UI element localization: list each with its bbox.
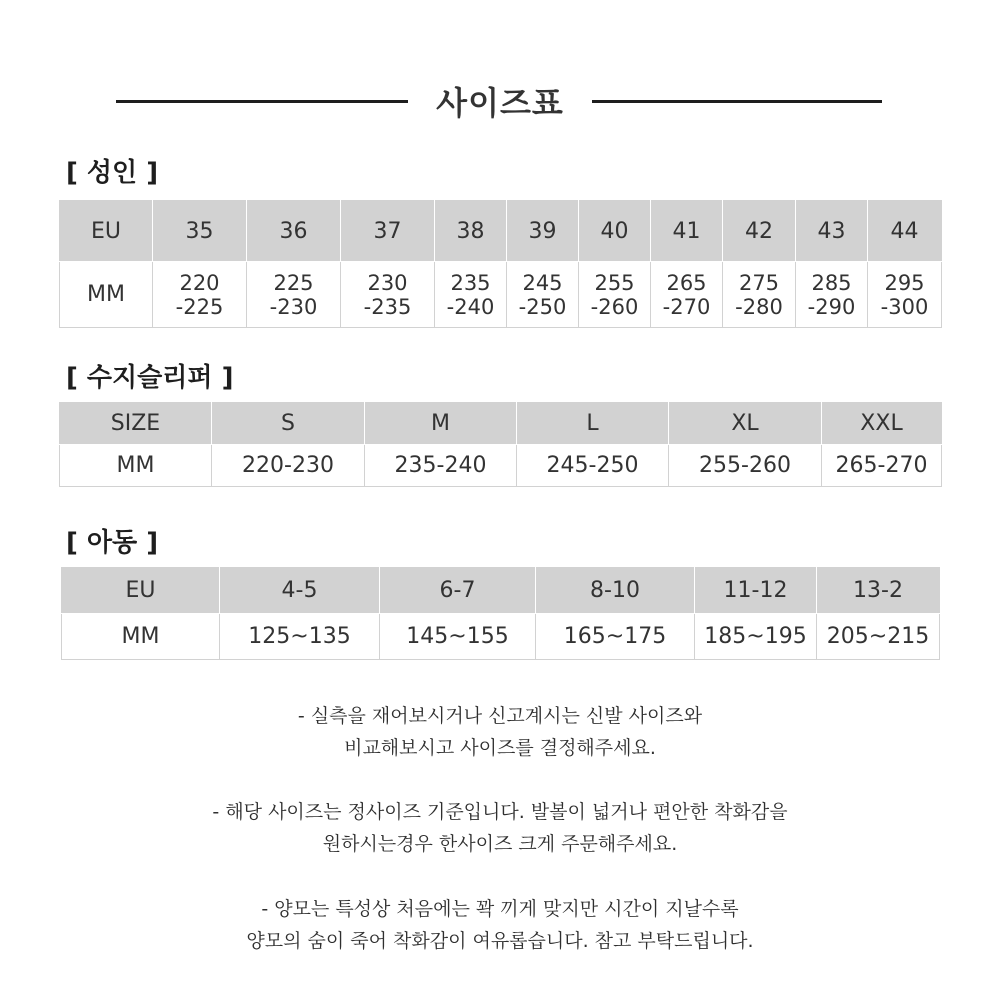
kids-section-heading: [ 아동 ] [66, 528, 159, 558]
note-line: 비교해보시고 사이즈를 결정해주세요. [344, 737, 656, 759]
page-title: 사이즈표 [436, 84, 564, 122]
note-true-to-size [0, 796, 1000, 860]
kids-size-cell: 6-7 [380, 568, 536, 614]
slipper-size-cell: S [212, 403, 365, 445]
slipper-size-cell: XXL [822, 403, 942, 445]
adult-mm-cell: 230 -235 [341, 262, 435, 328]
slipper-size-row [60, 403, 942, 445]
kids-mm-cell: 185~195 [695, 614, 817, 660]
note-line: 양모의 숨이 죽어 착화감이 여유롭습니다. 참고 부탁드립니다. [246, 930, 754, 952]
adult-mm-cell: 265 -270 [651, 262, 723, 328]
slipper-mm-cell: 255-260 [669, 445, 822, 487]
title-divider-right [592, 100, 882, 103]
adult-mm-cell: 225 -230 [247, 262, 341, 328]
adult-size-cell: 43 [796, 201, 868, 262]
slipper-size-cell: XL [669, 403, 822, 445]
adult-mm-cell: 220 -225 [153, 262, 247, 328]
slipper-mm-label: MM [60, 445, 212, 487]
kids-eu-label: EU [62, 568, 220, 614]
note-line: - 해당 사이즈는 정사이즈 기준입니다. 발볼이 넓거나 편안한 착화감을 [212, 801, 788, 823]
kids-mm-cell: 145~155 [380, 614, 536, 660]
kids-mm-cell: 125~135 [220, 614, 380, 660]
adult-mm-label: MM [60, 262, 153, 328]
kids-size-cell: 8-10 [536, 568, 695, 614]
adult-mm-cell: 275 -280 [723, 262, 796, 328]
slipper-mm-cell: 265-270 [822, 445, 942, 487]
slipper-mm-row [60, 445, 942, 487]
note-line: - 실측을 재어보시거나 신고계시는 신발 사이즈와 [297, 705, 703, 727]
slipper-mm-cell: 220-230 [212, 445, 365, 487]
adult-size-cell: 37 [341, 201, 435, 262]
adult-size-cell: 35 [153, 201, 247, 262]
adult-eu-row [60, 201, 942, 262]
kids-size-cell: 13-2 [817, 568, 940, 614]
adult-eu-label: EU [60, 201, 153, 262]
note-wool [0, 893, 1000, 957]
note-line: 원하시는경우 한사이즈 크게 주문해주세요. [322, 833, 678, 855]
adult-mm-cell: 235 -240 [435, 262, 507, 328]
kids-mm-cell: 205~215 [817, 614, 940, 660]
kids-mm-cell: 165~175 [536, 614, 695, 660]
adult-mm-cell: 255 -260 [579, 262, 651, 328]
slipper-section-heading: [ 수지슬리퍼 ] [66, 363, 234, 393]
adult-section-heading: [ 성인 ] [66, 158, 159, 188]
note-line: - 양모는 특성상 처음에는 꽉 끼게 맞지만 시간이 지날수록 [261, 898, 739, 920]
adult-size-table [59, 200, 942, 328]
slipper-mm-cell: 235-240 [365, 445, 517, 487]
kids-mm-label: MM [62, 614, 220, 660]
kids-size-table [61, 567, 940, 660]
page-header [0, 76, 1000, 126]
adult-size-cell: 38 [435, 201, 507, 262]
slipper-mm-cell: 245-250 [517, 445, 669, 487]
adult-mm-cell: 245 -250 [507, 262, 579, 328]
slipper-size-label: SIZE [60, 403, 212, 445]
adult-size-cell: 41 [651, 201, 723, 262]
slipper-size-table [59, 402, 942, 487]
kids-eu-row [62, 568, 940, 614]
kids-size-cell: 11-12 [695, 568, 817, 614]
note-measure [0, 700, 1000, 764]
adult-mm-cell: 285 -290 [796, 262, 868, 328]
adult-size-cell: 36 [247, 201, 341, 262]
slipper-size-cell: M [365, 403, 517, 445]
kids-mm-row [62, 614, 940, 660]
adult-mm-row [60, 262, 942, 328]
adult-mm-cell: 295 -300 [868, 262, 942, 328]
adult-size-cell: 42 [723, 201, 796, 262]
title-divider-left [116, 100, 408, 103]
kids-size-cell: 4-5 [220, 568, 380, 614]
slipper-size-cell: L [517, 403, 669, 445]
adult-size-cell: 40 [579, 201, 651, 262]
adult-size-cell: 39 [507, 201, 579, 262]
adult-size-cell: 44 [868, 201, 942, 262]
